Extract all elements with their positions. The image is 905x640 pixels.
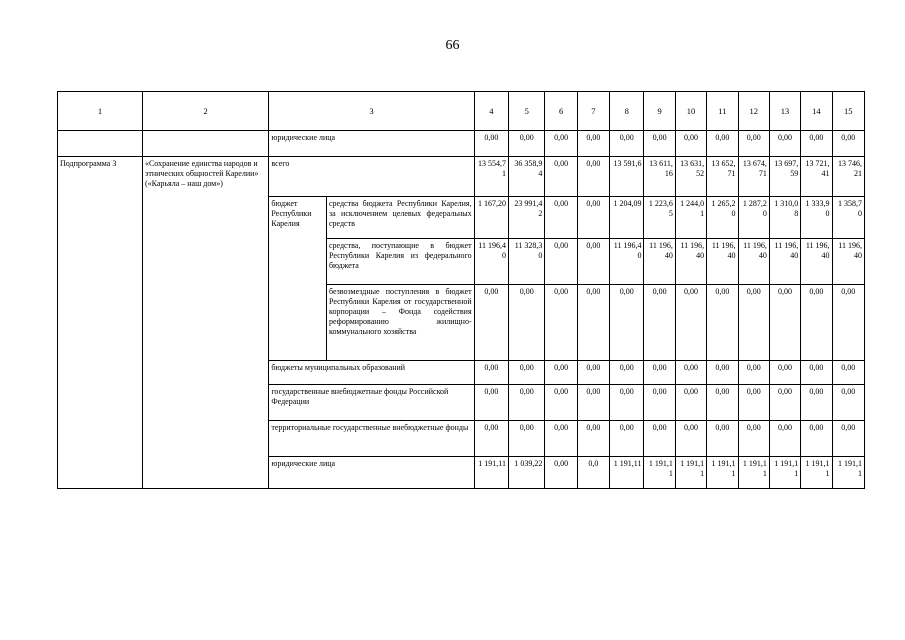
value-cell: 0,00: [738, 285, 769, 361]
value-cell: 0,00: [474, 285, 508, 361]
header-col-12: 12: [738, 92, 769, 131]
header-col-6: 6: [545, 92, 577, 131]
value-cell: 0,00: [644, 285, 675, 361]
header-col-4: 4: [474, 92, 508, 131]
page-number: 66: [445, 38, 460, 53]
value-cell: 0,00: [707, 285, 738, 361]
value-cell: 0,00: [545, 457, 577, 489]
value-cell: 0,00: [577, 131, 609, 157]
value-cell: 0,00: [738, 361, 769, 385]
value-cell: 0,00: [474, 131, 508, 157]
value-cell: 0,00: [738, 131, 769, 157]
value-cell: 0,00: [610, 385, 644, 421]
value-cell: 0,00: [769, 421, 800, 457]
value-cell: 0,00: [801, 421, 832, 457]
table-row: [58, 131, 865, 157]
value-cell: 1 191,11: [769, 457, 800, 489]
value-cell: 0,00: [577, 361, 609, 385]
value-cell: 0,00: [474, 361, 508, 385]
value-cell: 0,00: [801, 131, 832, 157]
value-cell: 1 310,08: [769, 197, 800, 239]
header-col-2: 2: [142, 92, 268, 131]
empty-cell: [142, 131, 268, 157]
value-cell: 0,0: [577, 457, 609, 489]
value-cell: 0,00: [832, 131, 864, 157]
table-row: [58, 157, 865, 197]
value-cell: 0,00: [769, 385, 800, 421]
value-cell: 13 746,21: [832, 157, 864, 197]
value-cell: 0,00: [545, 421, 577, 457]
value-cell: 1 191,11: [832, 457, 864, 489]
value-cell: 1 191,11: [610, 457, 644, 489]
value-cell: 13 674,71: [738, 157, 769, 197]
header-col-1: 1: [58, 92, 143, 131]
value-cell: 23 991,42: [509, 197, 545, 239]
source-label: безвозмездные поступления в бюджет Республики Карелия от государственной корпорации – Фонда содействия реформированию жилищно-коммунального хозяйства: [326, 285, 474, 361]
value-cell: 1 265,20: [707, 197, 738, 239]
source-label: юридические лица: [269, 457, 474, 489]
value-cell: 1 191,11: [644, 457, 675, 489]
value-cell: 0,00: [545, 239, 577, 285]
header-col-10: 10: [675, 92, 706, 131]
value-cell: 0,00: [707, 385, 738, 421]
value-cell: 0,00: [545, 197, 577, 239]
value-cell: 0,00: [545, 285, 577, 361]
value-cell: 0,00: [707, 361, 738, 385]
value-cell: 1 191,11: [675, 457, 706, 489]
value-cell: 0,00: [801, 361, 832, 385]
value-cell: 1 167,20: [474, 197, 508, 239]
value-cell: 0,00: [644, 131, 675, 157]
value-cell: 0,00: [769, 361, 800, 385]
value-cell: 0,00: [545, 361, 577, 385]
value-cell: 0,00: [610, 131, 644, 157]
value-cell: 0,00: [474, 421, 508, 457]
value-cell: 1 287,20: [738, 197, 769, 239]
value-cell: 0,00: [577, 385, 609, 421]
value-cell: 13 721,41: [801, 157, 832, 197]
value-cell: 11 196,40: [707, 239, 738, 285]
header-col-3: 3: [269, 92, 474, 131]
value-cell: 0,00: [707, 421, 738, 457]
source-label: государственные внебюджетные фонды Российской Федерации: [269, 385, 474, 421]
header-col-13: 13: [769, 92, 800, 131]
subprogram-name: «Сохранение единства народов и этнических общностей Карелии» («Карьяла – наш дом»): [142, 157, 268, 489]
value-cell: 0,00: [577, 157, 609, 197]
source-label: бюджеты муниципальных образований: [269, 361, 474, 385]
value-cell: 0,00: [769, 131, 800, 157]
value-cell: 0,00: [577, 285, 609, 361]
header-col-5: 5: [509, 92, 545, 131]
value-cell: 0,00: [832, 385, 864, 421]
value-cell: 1 191,11: [474, 457, 508, 489]
value-cell: 11 196,40: [801, 239, 832, 285]
value-cell: 13 611,16: [644, 157, 675, 197]
header-col-15: 15: [832, 92, 864, 131]
value-cell: 1 191,11: [738, 457, 769, 489]
value-cell: 0,00: [509, 131, 545, 157]
value-cell: 0,00: [832, 285, 864, 361]
header-col-14: 14: [801, 92, 832, 131]
header-col-11: 11: [707, 92, 738, 131]
header-row: [58, 92, 865, 131]
value-cell: 0,00: [707, 131, 738, 157]
value-cell: 13 697,59: [769, 157, 800, 197]
value-cell: 0,00: [675, 421, 706, 457]
value-cell: 11 196,40: [474, 239, 508, 285]
value-cell: 0,00: [801, 285, 832, 361]
value-cell: 0,00: [675, 131, 706, 157]
value-cell: 0,00: [644, 385, 675, 421]
header-col-9: 9: [644, 92, 675, 131]
value-cell: 0,00: [832, 361, 864, 385]
source-label: юридические лица: [269, 131, 474, 157]
value-cell: 36 358,94: [509, 157, 545, 197]
value-cell: 0,00: [545, 157, 577, 197]
value-cell: 0,00: [474, 385, 508, 421]
value-cell: 0,00: [644, 421, 675, 457]
source-label: средства бюджета Республики Карелия, за исключением целевых федеральных средств: [326, 197, 474, 239]
header-col-8: 8: [610, 92, 644, 131]
value-cell: 11 196,40: [644, 239, 675, 285]
value-cell: 0,00: [675, 361, 706, 385]
value-cell: 0,00: [577, 239, 609, 285]
value-cell: 0,00: [675, 385, 706, 421]
value-cell: 0,00: [545, 131, 577, 157]
value-cell: 0,00: [509, 285, 545, 361]
budget-table: [57, 91, 865, 489]
value-cell: 0,00: [644, 361, 675, 385]
value-cell: 11 196,40: [610, 239, 644, 285]
value-cell: 11 196,40: [769, 239, 800, 285]
value-cell: 0,00: [577, 421, 609, 457]
source-label: средства, поступающие в бюджет Республики Карелия из федерального бюджета: [326, 239, 474, 285]
value-cell: 0,00: [509, 361, 545, 385]
empty-cell: [58, 131, 143, 157]
value-cell: 0,00: [509, 385, 545, 421]
value-cell: 13 591,6: [610, 157, 644, 197]
source-label: территориальные государственные внебюджетные фонды: [269, 421, 474, 457]
value-cell: 1 204,09: [610, 197, 644, 239]
value-cell: 13 652,71: [707, 157, 738, 197]
value-cell: 1 358,70: [832, 197, 864, 239]
value-cell: 0,00: [801, 385, 832, 421]
value-cell: 0,00: [610, 421, 644, 457]
value-cell: 1 244,01: [675, 197, 706, 239]
value-cell: 0,00: [610, 285, 644, 361]
value-cell: 0,00: [509, 421, 545, 457]
source-label: всего: [269, 157, 474, 197]
value-cell: 1 191,11: [801, 457, 832, 489]
value-cell: 0,00: [675, 285, 706, 361]
value-cell: 0,00: [577, 197, 609, 239]
value-cell: 0,00: [769, 285, 800, 361]
value-cell: 11 328,30: [509, 239, 545, 285]
value-cell: 11 196,40: [675, 239, 706, 285]
value-cell: 0,00: [738, 421, 769, 457]
table-body: [58, 92, 865, 489]
value-cell: 13 554,71: [474, 157, 508, 197]
value-cell: 0,00: [545, 385, 577, 421]
value-cell: 1 039,22: [509, 457, 545, 489]
value-cell: 13 631,52: [675, 157, 706, 197]
value-cell: 1 191,11: [707, 457, 738, 489]
budget-group-label: бюджет Республики Карелия: [269, 197, 327, 361]
value-cell: 1 223,65: [644, 197, 675, 239]
value-cell: 0,00: [738, 385, 769, 421]
value-cell: 0,00: [610, 361, 644, 385]
subprogram-code: Подпрограмма 3: [58, 157, 143, 489]
value-cell: 11 196,40: [738, 239, 769, 285]
value-cell: 11 196,40: [832, 239, 864, 285]
header-col-7: 7: [577, 92, 609, 131]
value-cell: 1 333,90: [801, 197, 832, 239]
value-cell: 0,00: [832, 421, 864, 457]
